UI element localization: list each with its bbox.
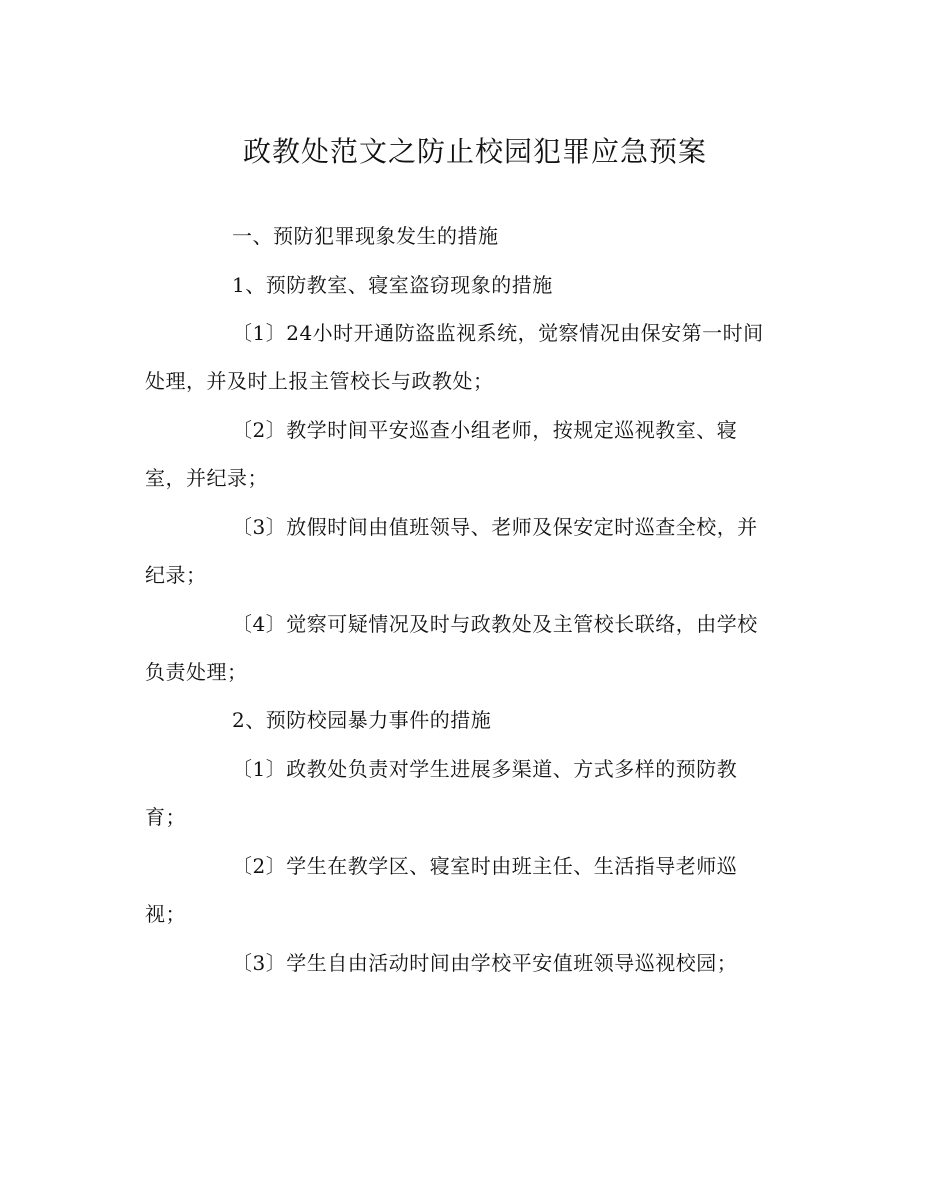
paragraph-line: 〔1〕24小时开通防盗监视系统，觉察情况由保安第一时间: [232, 321, 764, 345]
subsection-heading: 1、预防教室、寝室盗窃现象的措施: [232, 273, 553, 297]
paragraph-line: 育；: [145, 805, 186, 829]
paragraph-line: 〔3〕学生自由活动时间由学校平安值班领导巡视校园；: [232, 951, 738, 975]
paragraph-line: 室，并纪录；: [145, 466, 268, 490]
paragraph-line: 负责处理；: [145, 660, 248, 684]
paragraph-line: 〔4〕觉察可疑情况及时与政教处及主管校长联络，由学校: [232, 612, 758, 636]
paragraph-line: 处理，并及时上报主管校长与政教处；: [145, 369, 494, 393]
subsection-heading: 2、预防校园暴力事件的措施: [232, 708, 492, 732]
paragraph-line: 〔2〕学生在教学区、寝室时由班主任、生活指导老师巡: [232, 854, 738, 878]
paragraph-line: 〔2〕教学时间平安巡查小组老师，按规定巡视教室、寝: [232, 418, 738, 442]
document-title: 政教处范文之防止校园犯罪应急预案: [242, 135, 707, 168]
section-heading: 一、预防犯罪现象发生的措施: [232, 224, 499, 248]
paragraph-line: 〔3〕放假时间由值班领导、老师及保安定时巡查全校，并: [232, 515, 758, 539]
paragraph-line: 视；: [145, 902, 186, 926]
paragraph-line: 纪录；: [145, 563, 207, 587]
paragraph-line: 〔1〕政教处负责对学生进展多渠道、方式多样的预防教: [232, 757, 738, 781]
